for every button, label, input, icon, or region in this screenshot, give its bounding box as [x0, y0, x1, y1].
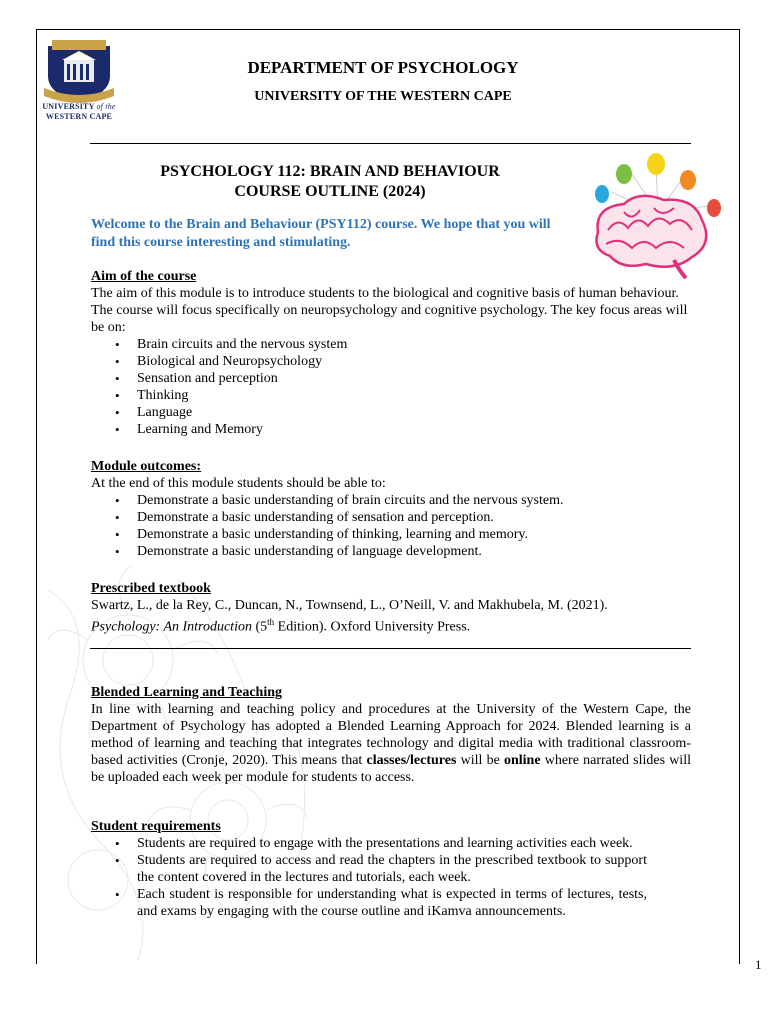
outcomes-intro: At the end of this module students should be able to: [91, 476, 386, 491]
course-outline-year: COURSE OUTLINE (2024) [234, 183, 426, 200]
header-divider [90, 143, 691, 144]
list-item: • Demonstrate a basic understanding of thinking, learning and memory. [137, 526, 691, 543]
list-item: • Language [137, 404, 691, 421]
requirements-section [91, 818, 691, 920]
list-item: • Learning and Memory [137, 421, 691, 438]
course-title: PSYCHOLOGY 112: BRAIN AND BEHAVIOUR [160, 163, 500, 180]
textbook-authors: Swartz, L., de la Rey, C., Duncan, N., Townsend, L., O’Neill, V. and Makhubela, M. (2021). [91, 598, 608, 613]
list-item: • Sensation and perception [137, 370, 691, 387]
list-item: • Demonstrate a basic understanding of language development. [137, 543, 691, 560]
university-logo-text: UNIVERSITY of the WESTERN CAPE [42, 102, 116, 121]
aim-section [91, 268, 691, 438]
blended-heading: Blended Learning and Teaching [91, 685, 283, 700]
textbook-title-line: Psychology: An Introduction (5th Edition). Oxford University Press. [91, 617, 471, 635]
textbook-section [91, 580, 691, 636]
outcomes-list [91, 492, 691, 560]
list-item: • Biological and Neuropsychology [137, 353, 691, 370]
brain-lightbulb-illustration [584, 152, 734, 280]
section-divider [90, 648, 691, 649]
list-item: • Students are required to engage with the presentations and learning activities each week. [137, 835, 647, 852]
department-title: DEPARTMENT OF PSYCHOLOGY [247, 58, 519, 77]
aim-intro: The aim of this module is to introduce students to the biological and cognitive basis of human behaviour. The course will focus specifically on neuropsychology and cognitive psychology. The key focus areas will be on: [91, 286, 688, 335]
outcomes-heading: Module outcomes: [91, 459, 202, 474]
list-item: • Demonstrate a basic understanding of brain circuits and the nervous system. [137, 492, 691, 509]
page-number: 1 [755, 957, 762, 972]
focus-areas-list [91, 336, 691, 438]
blended-paragraph: In line with learning and teaching policy and procedures at the University of the Western Cape, the Department of Psychology has adopted a Blended Learning Approach for 2024. Blended learning is a method of learning and teaching that integrates technology and digital media with traditional classroom-based activities (Cronje, 2020). This means that classes/lectures will be online where narrated slides will be uploaded each week per module for students to access. [91, 702, 691, 785]
list-item: • Thinking [137, 387, 691, 404]
university-name: UNIVERSITY OF THE WESTERN CAPE [254, 89, 512, 104]
textbook-heading: Prescribed textbook [91, 581, 211, 596]
list-item: • Each student is responsible for understanding what is expected in terms of lectures, tests, and exams by engaging with the course outline and iKamva announcements. [137, 886, 647, 920]
outcomes-section [91, 458, 691, 560]
requirements-list [91, 835, 647, 920]
aim-heading: Aim of the course [91, 269, 197, 284]
textbook-title: Psychology: An Introduction [91, 619, 252, 635]
blended-learning-section [91, 684, 691, 786]
list-item: • Brain circuits and the nervous system [137, 336, 691, 353]
requirements-heading: Student requirements [91, 819, 221, 834]
welcome-message: Welcome to the Brain and Behaviour (PSY112) course. We hope that you will find this course interesting and stimulating. [91, 217, 551, 250]
list-item: • Students are required to access and read the chapters in the prescribed textbook to support the content covered in the lectures and tutorials, each week. [137, 852, 647, 886]
list-item: • Demonstrate a basic understanding of sensation and perception. [137, 509, 691, 526]
